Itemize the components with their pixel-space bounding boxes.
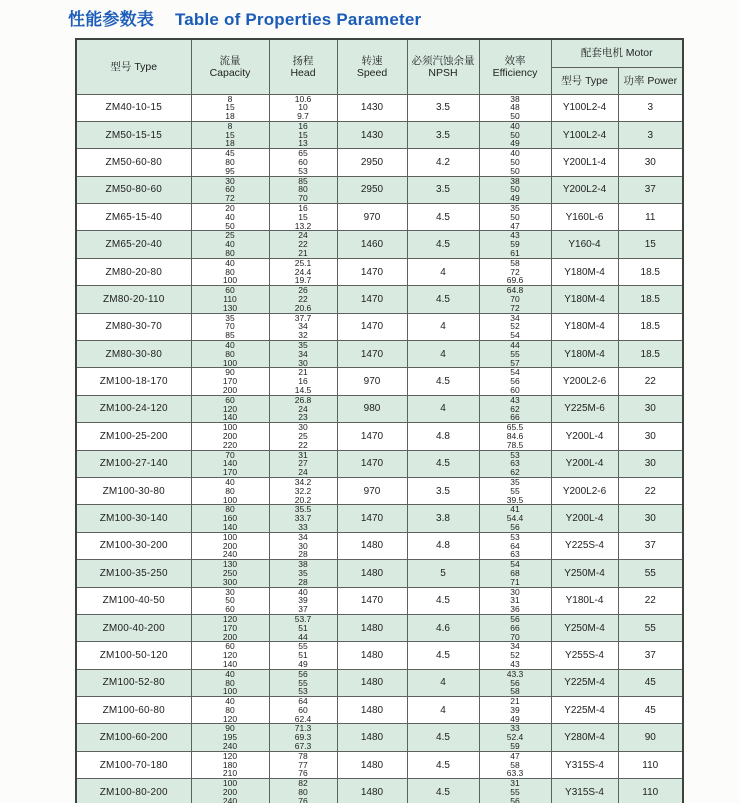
cell-efficiency: 65.5 84.6 78.5	[479, 423, 551, 450]
cell-head: 82 80 76	[269, 779, 337, 803]
cell-motor: Y225M-4	[551, 669, 618, 696]
cell-speed: 1480	[337, 669, 407, 696]
table-body	[76, 94, 683, 803]
cell-motor: Y180M-4	[551, 313, 618, 340]
cell-power: 110	[618, 779, 683, 803]
col-header-speed-zh: 转速	[361, 54, 383, 67]
cell-model: ZM65-20-40	[76, 231, 191, 258]
cell-speed: 1480	[337, 697, 407, 724]
cell-capacity: 100 200 240	[191, 779, 269, 803]
cell-model: ZM100-70-180	[76, 751, 191, 778]
col-header-npsh-en: NPSH	[428, 66, 458, 79]
cell-model: ZM100-60-200	[76, 724, 191, 751]
cell-efficiency: 47 58 63.3	[479, 751, 551, 778]
cell-power: 22	[618, 477, 683, 504]
cell-power: 18.5	[618, 258, 683, 285]
table-row	[76, 779, 683, 803]
cell-capacity: 120 170 200	[191, 614, 269, 641]
cell-capacity: 100 200 220	[191, 423, 269, 450]
cell-capacity: 40 80 100	[191, 477, 269, 504]
cell-power: 3	[618, 94, 683, 121]
cell-efficiency: 58 72 69.6	[479, 258, 551, 285]
cell-power: 3	[618, 121, 683, 148]
cell-model: ZM100-35-250	[76, 560, 191, 587]
cell-model: ZM100-80-200	[76, 779, 191, 803]
cell-efficiency: 35 50 47	[479, 204, 551, 231]
cell-efficiency: 43 62 66	[479, 395, 551, 422]
cell-motor: Y180M-4	[551, 341, 618, 368]
cell-capacity: 20 40 50	[191, 204, 269, 231]
cell-power: 45	[618, 697, 683, 724]
cell-npsh: 3.5	[407, 176, 479, 203]
cell-efficiency: 40 50 50	[479, 149, 551, 176]
cell-capacity: 8 15 18	[191, 121, 269, 148]
cell-npsh: 4.5	[407, 751, 479, 778]
cell-model: ZM100-40-50	[76, 587, 191, 614]
cell-model: ZM100-30-200	[76, 532, 191, 559]
col-header-motor-type: 型号 Type	[551, 67, 618, 94]
cell-head: 21 16 14.5	[269, 368, 337, 395]
cell-capacity: 40 80 100	[191, 669, 269, 696]
cell-npsh: 4.2	[407, 149, 479, 176]
col-header-head	[269, 39, 337, 94]
cell-speed: 980	[337, 395, 407, 422]
cell-motor: Y100L2-4	[551, 94, 618, 121]
cell-motor: Y160-4	[551, 231, 618, 258]
cell-model: ZM65-15-40	[76, 204, 191, 231]
col-header-npsh-zh: 必须汽蚀余量	[411, 54, 475, 67]
cell-model: ZM100-25-200	[76, 423, 191, 450]
table-row	[76, 176, 683, 203]
table-row	[76, 669, 683, 696]
cell-npsh: 4.5	[407, 231, 479, 258]
cell-head: 55 51 49	[269, 642, 337, 669]
cell-speed: 1480	[337, 642, 407, 669]
cell-efficiency: 56 66 70	[479, 614, 551, 641]
cell-capacity: 40 80 100	[191, 258, 269, 285]
page-title-en: Table of Properties Parameter	[174, 10, 422, 29]
cell-npsh: 3.5	[407, 94, 479, 121]
cell-capacity: 90 170 200	[191, 368, 269, 395]
cell-npsh: 4.5	[407, 204, 479, 231]
table-row	[76, 642, 683, 669]
cell-npsh: 4	[407, 697, 479, 724]
cell-efficiency: 21 39 49	[479, 697, 551, 724]
cell-motor: Y250M-4	[551, 614, 618, 641]
cell-efficiency: 38 50 49	[479, 176, 551, 203]
col-header-head-en: Head	[290, 66, 316, 79]
table-row	[76, 231, 683, 258]
table-header	[76, 39, 683, 94]
cell-capacity: 30 50 60	[191, 587, 269, 614]
cell-efficiency: 41 54.4 56	[479, 505, 551, 532]
cell-head: 65 60 53	[269, 149, 337, 176]
cell-power: 37	[618, 176, 683, 203]
cell-efficiency: 30 31 36	[479, 587, 551, 614]
cell-efficiency: 53 63 62	[479, 450, 551, 477]
cell-head: 35 34 30	[269, 341, 337, 368]
col-header-capacity	[191, 39, 269, 94]
cell-head: 37.7 34 32	[269, 313, 337, 340]
cell-power: 18.5	[618, 286, 683, 313]
cell-speed: 1480	[337, 614, 407, 641]
cell-capacity: 90 195 240	[191, 724, 269, 751]
cell-npsh: 4	[407, 313, 479, 340]
cell-npsh: 4.5	[407, 368, 479, 395]
cell-motor: Y180L-4	[551, 587, 618, 614]
table-row	[76, 149, 683, 176]
cell-model: ZM100-50-120	[76, 642, 191, 669]
cell-capacity: 40 80 100	[191, 341, 269, 368]
table-row	[76, 395, 683, 422]
table-row	[76, 751, 683, 778]
cell-speed: 1460	[337, 231, 407, 258]
cell-motor: Y280M-4	[551, 724, 618, 751]
cell-efficiency: 31 55 56	[479, 779, 551, 803]
cell-head: 34.2 32.2 20.2	[269, 477, 337, 504]
cell-head: 16 15 13	[269, 121, 337, 148]
cell-speed: 970	[337, 204, 407, 231]
cell-model: ZM50-60-80	[76, 149, 191, 176]
cell-head: 10.6 10 9.7	[269, 94, 337, 121]
cell-model: ZM100-24-120	[76, 395, 191, 422]
cell-speed: 1470	[337, 286, 407, 313]
cell-motor: Y200L2-6	[551, 477, 618, 504]
cell-capacity: 80 160 140	[191, 505, 269, 532]
table-row	[76, 368, 683, 395]
cell-head: 35.5 33.7 33	[269, 505, 337, 532]
page-title-zh: 性能参数表	[68, 10, 154, 29]
cell-model: ZM50-15-15	[76, 121, 191, 148]
cell-npsh: 3.8	[407, 505, 479, 532]
cell-speed: 1430	[337, 121, 407, 148]
cell-speed: 1480	[337, 779, 407, 803]
cell-head: 30 25 22	[269, 423, 337, 450]
cell-model: ZM100-60-80	[76, 697, 191, 724]
cell-model: ZM100-27-140	[76, 450, 191, 477]
cell-power: 15	[618, 231, 683, 258]
cell-npsh: 4.5	[407, 779, 479, 803]
cell-motor: Y225M-4	[551, 697, 618, 724]
cell-speed: 1470	[337, 423, 407, 450]
table-row	[76, 697, 683, 724]
cell-motor: Y255S-4	[551, 642, 618, 669]
cell-head: 53.7 51 44	[269, 614, 337, 641]
cell-motor: Y200L-4	[551, 450, 618, 477]
cell-power: 37	[618, 642, 683, 669]
cell-efficiency: 54 68 71	[479, 560, 551, 587]
cell-model: ZM100-30-80	[76, 477, 191, 504]
cell-capacity: 130 250 300	[191, 560, 269, 587]
cell-efficiency: 43.3 56 58	[479, 669, 551, 696]
col-header-efficiency-en: Efficiency	[492, 66, 538, 79]
cell-model: ZM80-20-80	[76, 258, 191, 285]
cell-npsh: 4.5	[407, 450, 479, 477]
cell-speed: 1470	[337, 587, 407, 614]
cell-motor: Y225M-6	[551, 395, 618, 422]
cell-capacity: 30 60 72	[191, 176, 269, 203]
cell-power: 18.5	[618, 313, 683, 340]
cell-motor: Y160L-6	[551, 204, 618, 231]
cell-capacity: 40 80 120	[191, 697, 269, 724]
cell-head: 78 77 76	[269, 751, 337, 778]
cell-head: 31 27 24	[269, 450, 337, 477]
cell-power: 55	[618, 614, 683, 641]
cell-power: 90	[618, 724, 683, 751]
cell-npsh: 4.8	[407, 423, 479, 450]
cell-speed: 1480	[337, 724, 407, 751]
col-header-efficiency	[479, 39, 551, 94]
cell-npsh: 4.5	[407, 642, 479, 669]
cell-model: ZM100-18-170	[76, 368, 191, 395]
cell-capacity: 120 180 210	[191, 751, 269, 778]
table-row	[76, 313, 683, 340]
table-row	[76, 423, 683, 450]
cell-efficiency: 35 55 39.5	[479, 477, 551, 504]
cell-power: 110	[618, 751, 683, 778]
cell-head: 38 35 28	[269, 560, 337, 587]
cell-npsh: 4	[407, 395, 479, 422]
cell-motor: Y200L2-6	[551, 368, 618, 395]
cell-power: 22	[618, 368, 683, 395]
cell-speed: 2950	[337, 176, 407, 203]
cell-speed: 970	[337, 368, 407, 395]
cell-head: 34 30 28	[269, 532, 337, 559]
col-header-efficiency-zh: 效率	[504, 54, 526, 67]
cell-motor: Y315S-4	[551, 779, 618, 803]
cell-motor: Y225S-4	[551, 532, 618, 559]
cell-motor: Y200L-4	[551, 423, 618, 450]
cell-npsh: 5	[407, 560, 479, 587]
cell-speed: 1470	[337, 258, 407, 285]
cell-speed: 1480	[337, 751, 407, 778]
cell-efficiency: 64.8 70 72	[479, 286, 551, 313]
cell-npsh: 4.8	[407, 532, 479, 559]
properties-table	[75, 38, 684, 803]
cell-power: 11	[618, 204, 683, 231]
cell-npsh: 3.5	[407, 477, 479, 504]
cell-npsh: 4	[407, 669, 479, 696]
page-title	[68, 5, 421, 30]
table-row	[76, 505, 683, 532]
table-row	[76, 724, 683, 751]
col-header-speed-en: Speed	[356, 66, 388, 79]
cell-efficiency: 44 55 57	[479, 341, 551, 368]
cell-power: 30	[618, 450, 683, 477]
cell-power: 55	[618, 560, 683, 587]
cell-capacity: 70 140 170	[191, 450, 269, 477]
cell-npsh: 4.5	[407, 587, 479, 614]
cell-speed: 2950	[337, 149, 407, 176]
cell-head: 26 22 20.6	[269, 286, 337, 313]
cell-power: 37	[618, 532, 683, 559]
cell-model: ZM80-20-110	[76, 286, 191, 313]
cell-motor: Y180M-4	[551, 258, 618, 285]
cell-head: 40 39 37	[269, 587, 337, 614]
cell-efficiency: 40 50 49	[479, 121, 551, 148]
cell-power: 30	[618, 395, 683, 422]
cell-power: 45	[618, 669, 683, 696]
table-row	[76, 204, 683, 231]
cell-capacity: 60 120 140	[191, 395, 269, 422]
cell-efficiency: 54 56 60	[479, 368, 551, 395]
cell-speed: 1470	[337, 505, 407, 532]
cell-model: ZM100-30-140	[76, 505, 191, 532]
cell-speed: 1480	[337, 532, 407, 559]
col-header-motor-group: 配套电机 Motor	[551, 39, 683, 67]
table-row	[76, 560, 683, 587]
col-header-head-zh: 扬程	[292, 54, 314, 67]
cell-head: 24 22 21	[269, 231, 337, 258]
cell-efficiency: 34 52 54	[479, 313, 551, 340]
cell-capacity: 100 200 240	[191, 532, 269, 559]
cell-efficiency: 33 52.4 59	[479, 724, 551, 751]
cell-model: ZM100-52-80	[76, 669, 191, 696]
cell-npsh: 4.6	[407, 614, 479, 641]
cell-npsh: 3.5	[407, 121, 479, 148]
table-row	[76, 258, 683, 285]
cell-power: 30	[618, 149, 683, 176]
cell-motor: Y250M-4	[551, 560, 618, 587]
cell-motor: Y100L2-4	[551, 121, 618, 148]
cell-head: 26.8 24 23	[269, 395, 337, 422]
cell-motor: Y180M-4	[551, 286, 618, 313]
cell-npsh: 4.5	[407, 286, 479, 313]
cell-power: 30	[618, 505, 683, 532]
cell-model: ZM80-30-80	[76, 341, 191, 368]
col-header-type: 型号 Type	[76, 39, 191, 94]
cell-speed: 1480	[337, 560, 407, 587]
cell-power: 18.5	[618, 341, 683, 368]
col-header-npsh	[407, 39, 479, 94]
cell-motor: Y200L2-4	[551, 176, 618, 203]
cell-capacity: 35 70 85	[191, 313, 269, 340]
cell-efficiency: 43 59 61	[479, 231, 551, 258]
cell-head: 56 55 53	[269, 669, 337, 696]
cell-speed: 1470	[337, 341, 407, 368]
cell-speed: 1430	[337, 94, 407, 121]
cell-model: ZM40-10-15	[76, 94, 191, 121]
table-row	[76, 286, 683, 313]
cell-capacity: 60 120 140	[191, 642, 269, 669]
cell-head: 25.1 24.4 19.7	[269, 258, 337, 285]
cell-speed: 1470	[337, 313, 407, 340]
table-row	[76, 614, 683, 641]
cell-efficiency: 38 48 50	[479, 94, 551, 121]
cell-efficiency: 34 52 43	[479, 642, 551, 669]
cell-head: 16 15 13.2	[269, 204, 337, 231]
cell-speed: 970	[337, 477, 407, 504]
table-row	[76, 121, 683, 148]
cell-model: ZM00-40-200	[76, 614, 191, 641]
cell-npsh: 4	[407, 341, 479, 368]
col-header-speed	[337, 39, 407, 94]
cell-motor: Y200L-4	[551, 505, 618, 532]
cell-power: 30	[618, 423, 683, 450]
cell-head: 71.3 69.3 67.3	[269, 724, 337, 751]
col-header-capacity-en: Capacity	[209, 66, 251, 79]
cell-efficiency: 53 64 63	[479, 532, 551, 559]
cell-head: 64 60 62.4	[269, 697, 337, 724]
cell-npsh: 4.5	[407, 724, 479, 751]
table-row	[76, 587, 683, 614]
table-row	[76, 94, 683, 121]
table-row	[76, 477, 683, 504]
col-header-capacity-zh: 流量	[219, 54, 241, 67]
cell-motor: Y315S-4	[551, 751, 618, 778]
cell-head: 85 80 70	[269, 176, 337, 203]
table-row	[76, 450, 683, 477]
cell-capacity: 25 40 80	[191, 231, 269, 258]
cell-motor: Y200L1-4	[551, 149, 618, 176]
table-row	[76, 341, 683, 368]
cell-npsh: 4	[407, 258, 479, 285]
cell-speed: 1470	[337, 450, 407, 477]
cell-capacity: 8 15 18	[191, 94, 269, 121]
cell-capacity: 60 110 130	[191, 286, 269, 313]
cell-model: ZM80-30-70	[76, 313, 191, 340]
cell-model: ZM50-80-60	[76, 176, 191, 203]
cell-power: 22	[618, 587, 683, 614]
col-header-motor-power: 功率 Power	[618, 67, 683, 94]
cell-capacity: 45 80 95	[191, 149, 269, 176]
table-row	[76, 532, 683, 559]
